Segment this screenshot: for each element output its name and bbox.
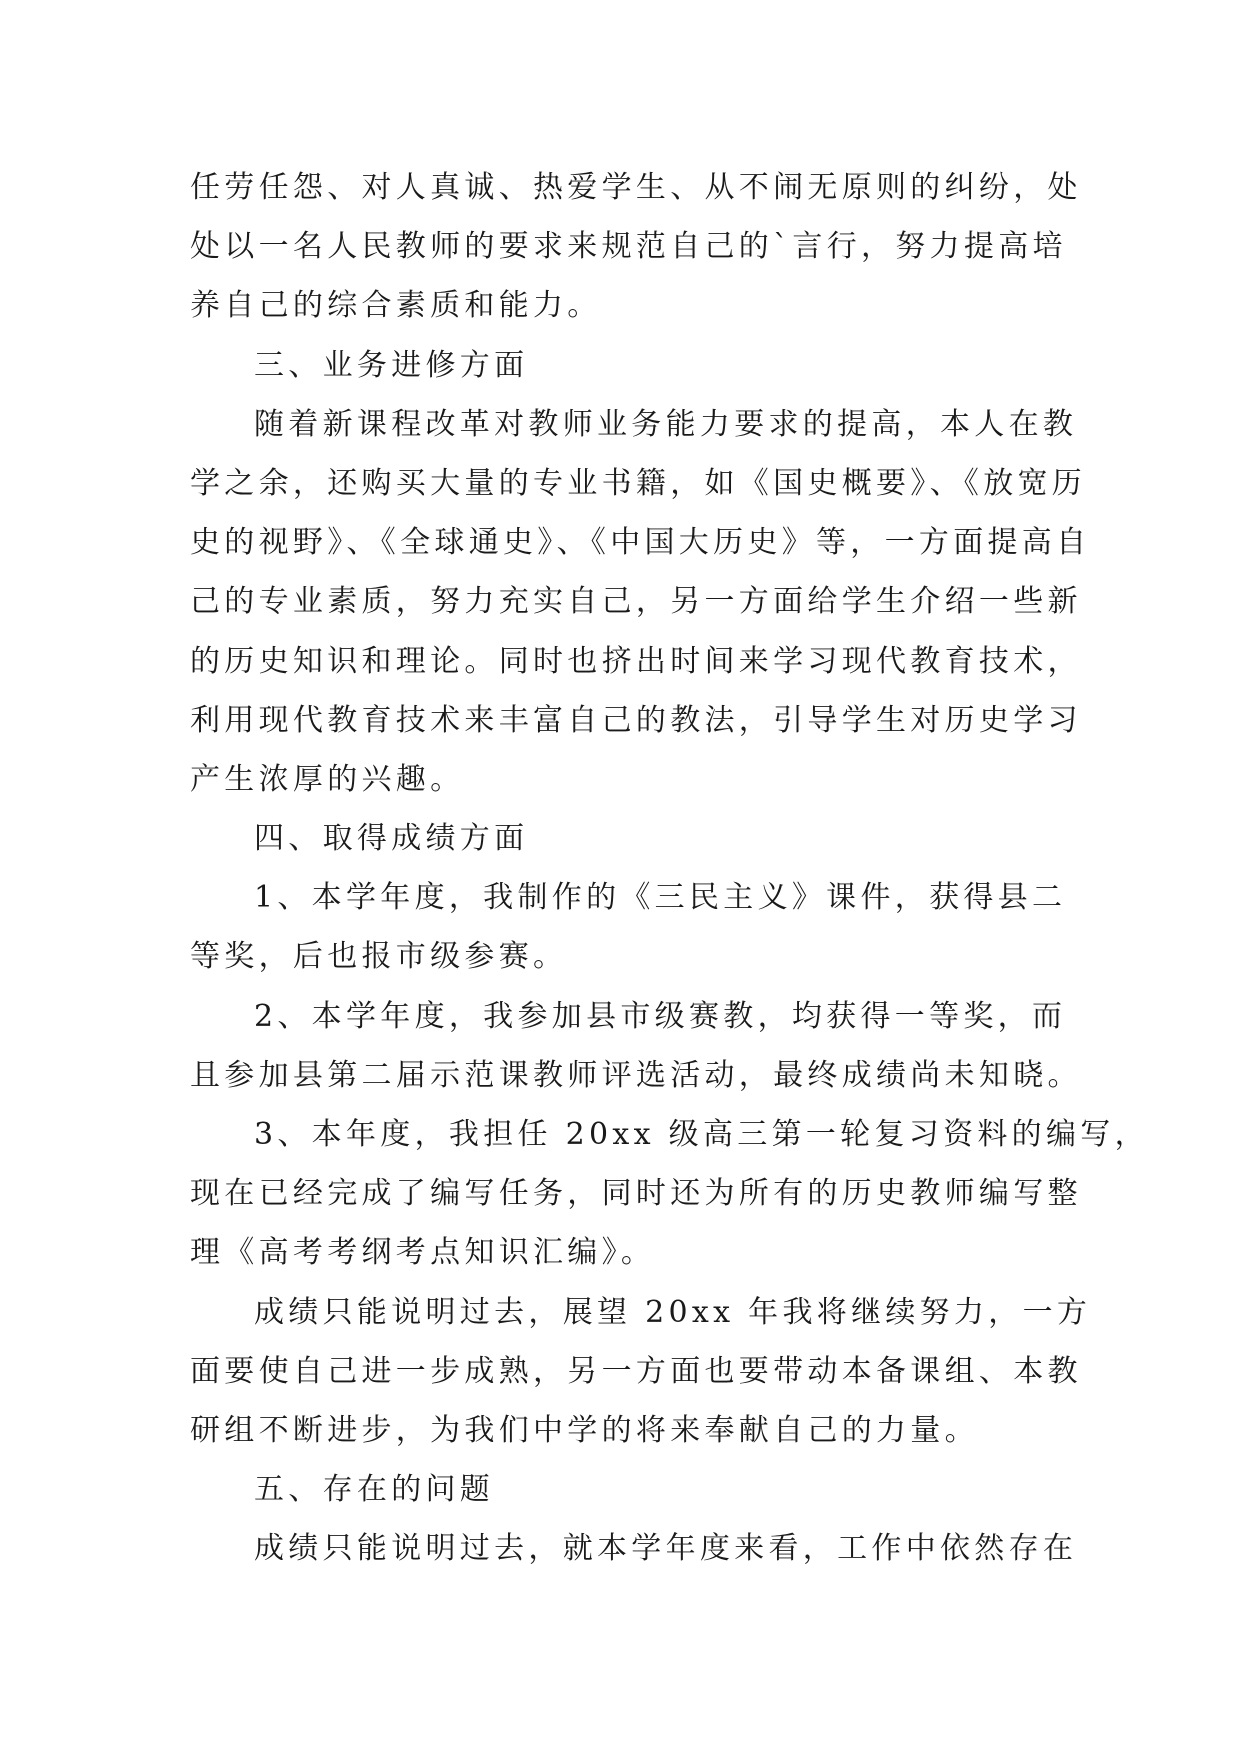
- list-item-start-line: 3、本年度，我担任 20xx 级高三第一轮复习资料的编写，: [254, 1117, 1149, 1152]
- paragraph-start-line: 随着新课程改革对教师业务能力要求的提高，本人在教: [254, 406, 1078, 442]
- text-line: 任劳任怨、对人真诚、热爱学生、从不闹无原则的纠纷，处: [190, 170, 1082, 205]
- text-line: 处以一名人民教师的要求来规范自己的`言行，努力提高培: [190, 229, 1067, 265]
- paragraph-start-line: 成绩只能说明过去，就本学年度来看，工作中依然存在: [254, 1531, 1078, 1567]
- text-line: 养自己的综合素质和能力。: [190, 288, 602, 324]
- text-line: 史的视野》、《全球通史》、《中国大历史》等，一方面提高自: [190, 525, 1091, 561]
- section-heading: 三、业务进修方面: [254, 347, 529, 383]
- text-line: 学之余，还购买大量的专业书籍，如《国史概要》、《放宽历: [190, 465, 1087, 501]
- text-line: 利用现代教育技术来丰富自己的教法，引导学生对历史学习: [190, 702, 1082, 738]
- text-line: 己的专业素质，努力充实自己，另一方面给学生介绍一些新: [190, 584, 1082, 620]
- section-heading: 四、取得成绩方面: [254, 821, 529, 857]
- paragraph-start-line: 成绩只能说明过去，展望 20xx 年我将继续努力，一方: [254, 1294, 1092, 1330]
- text-line: 研组不断进步，为我们中学的将来奉献自己的力量。: [190, 1412, 979, 1448]
- text-line: 的历史知识和理论。同时也挤出时间来学习现代教育技术，: [190, 643, 1082, 679]
- document-body: [190, 158, 1149, 1579]
- text-line: 产生浓厚的兴趣。: [190, 761, 465, 797]
- text-line: 理《高考考纲考点知识汇编》。: [190, 1235, 656, 1271]
- text-line: 现在已经完成了编写任务，同时还为所有的历史教师编写整: [190, 1176, 1082, 1212]
- text-line: 等奖，后也报市级参赛。: [190, 939, 568, 975]
- list-item-start-line: 1、本学年度，我制作的《三民主义》课件，获得县二: [254, 880, 1067, 916]
- section-heading: 五、存在的问题: [254, 1472, 495, 1508]
- text-line: 面要使自己进一步成熟，另一方面也要带动本备课组、本教: [190, 1353, 1082, 1389]
- text-line: 且参加县第二届示范课教师评选活动，最终成绩尚未知晓。: [190, 1057, 1082, 1093]
- list-item-start-line: 2、本学年度，我参加县市级赛教，均获得一等奖，而: [254, 998, 1067, 1034]
